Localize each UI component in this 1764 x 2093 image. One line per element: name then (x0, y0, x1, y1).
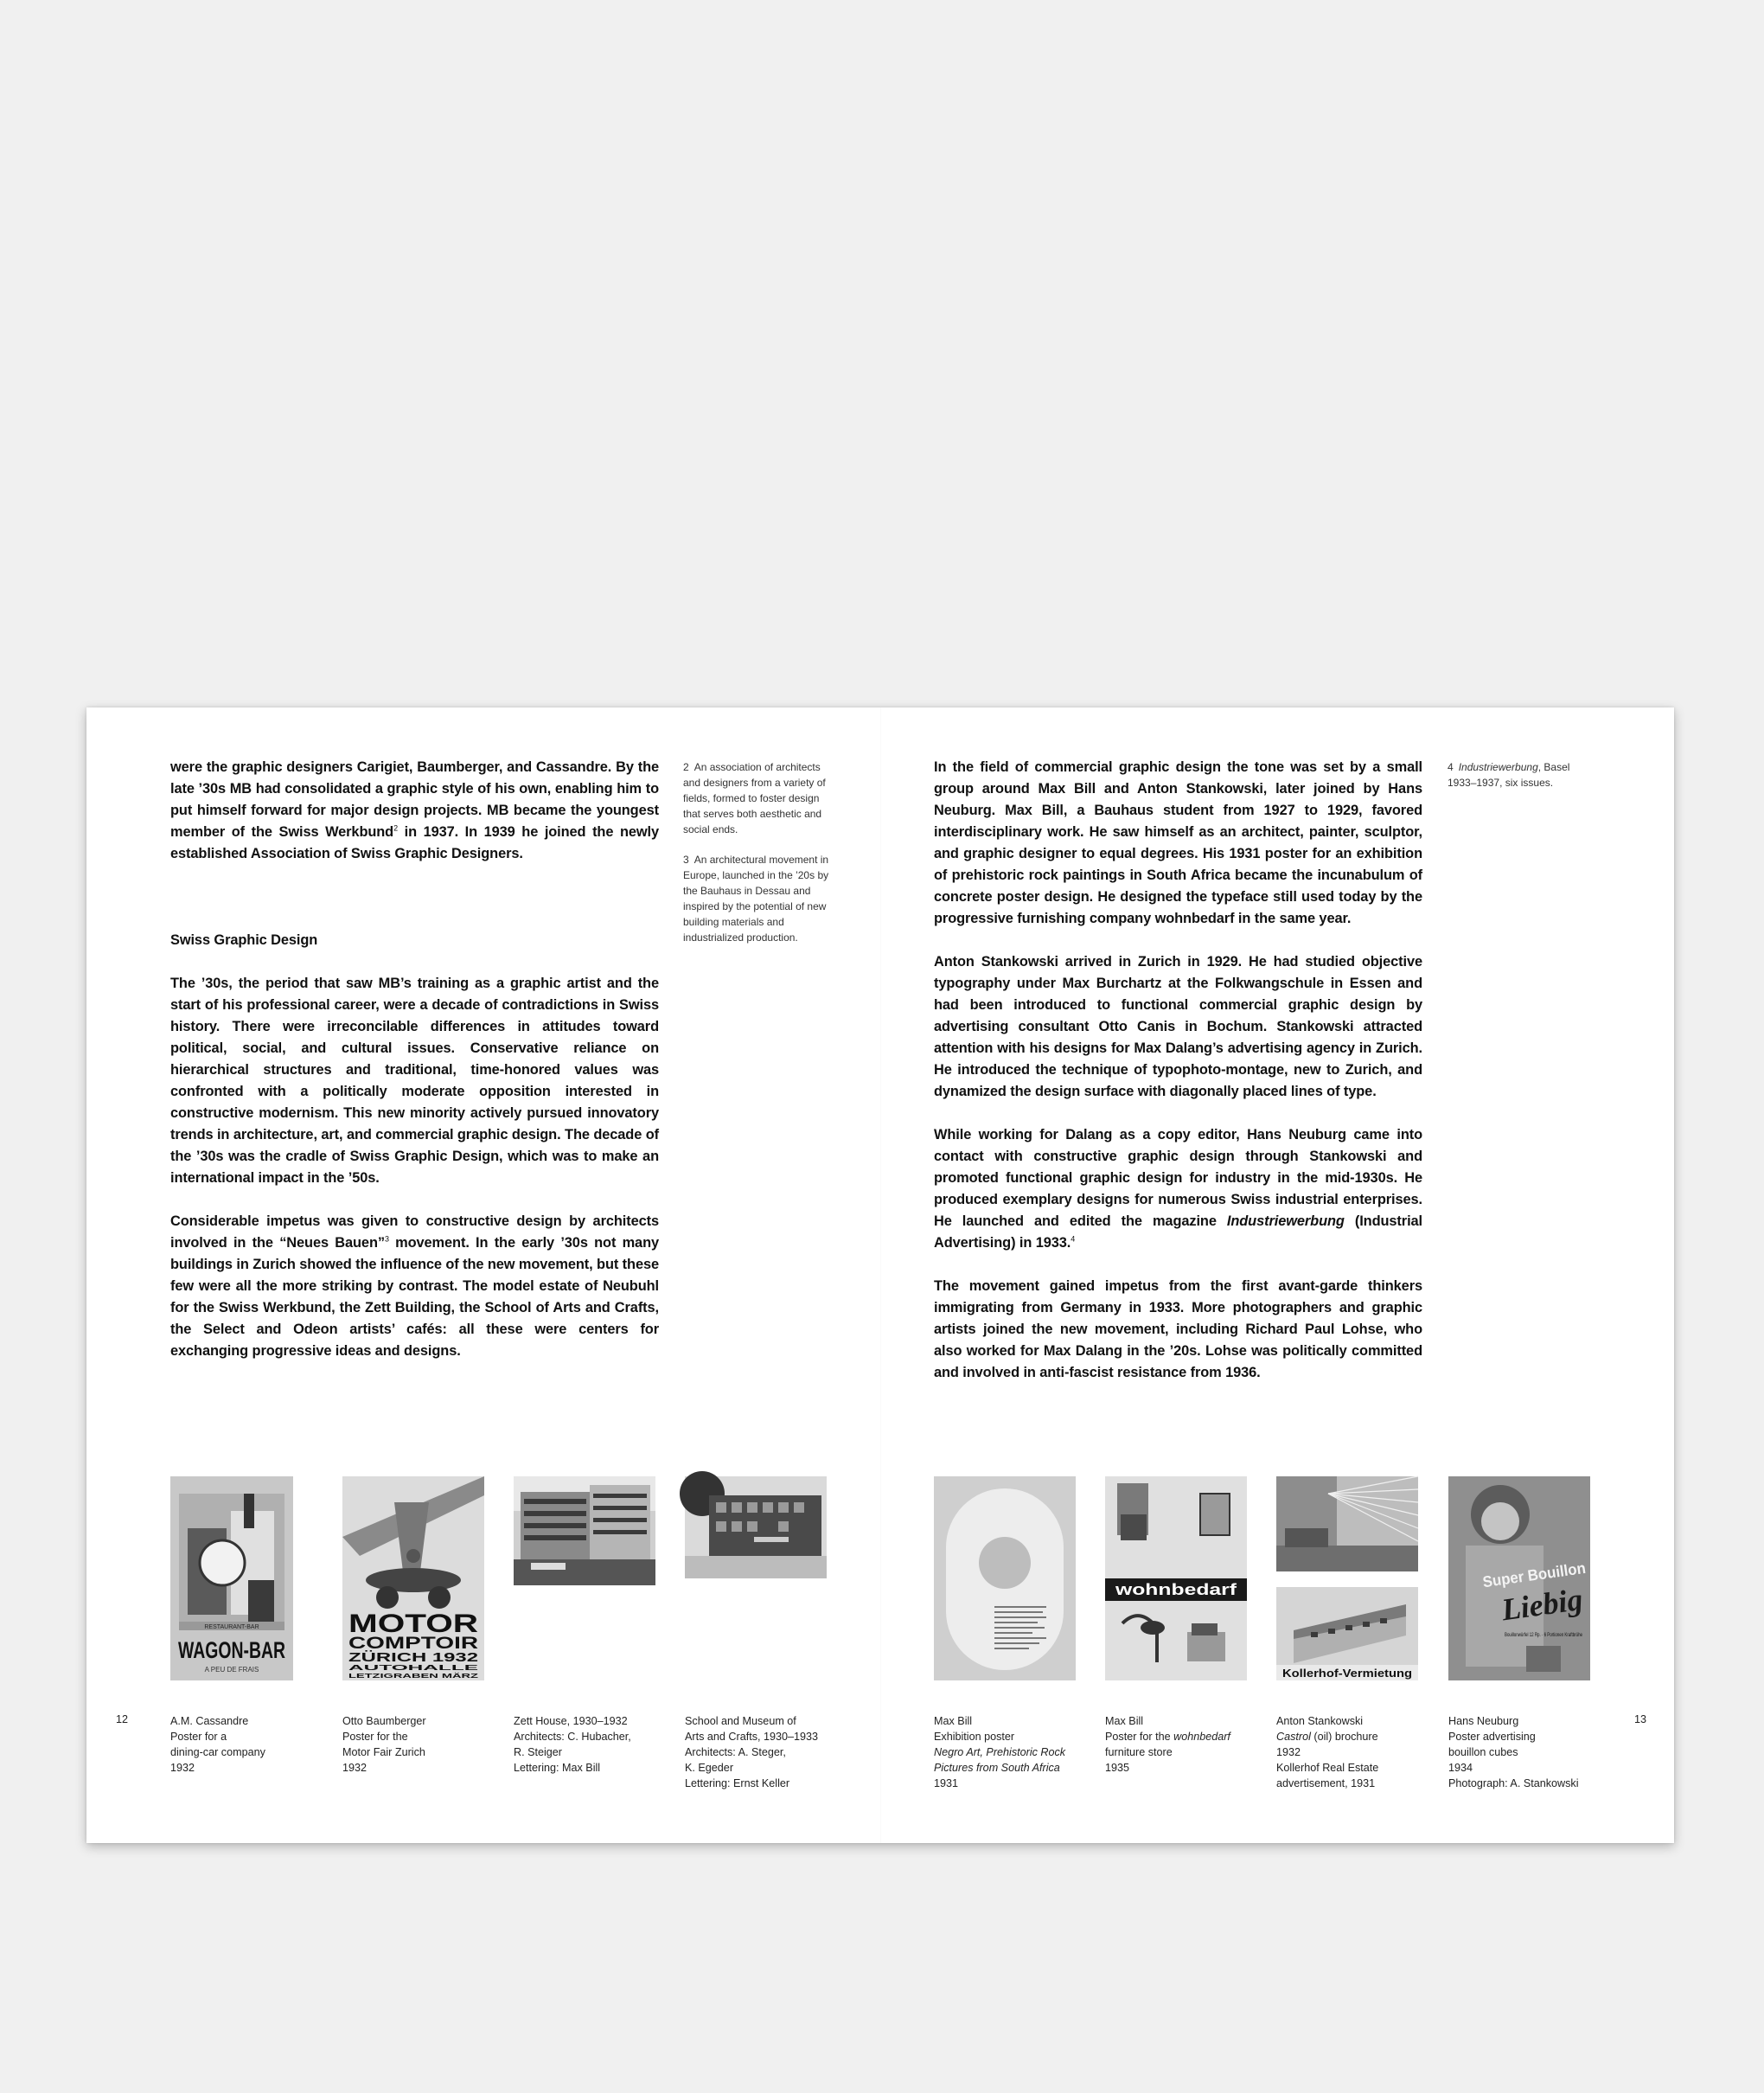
poster1-title-text: WAGON-BAR (178, 1637, 285, 1663)
poster2-line1: MOTOR (348, 1610, 479, 1638)
caption-baumberger: Otto Baumberger Poster for the Motor Fair Zurich 1932 (342, 1715, 426, 1774)
page-number-right: 13 (1634, 1713, 1647, 1725)
wohnbedarf-label: wohnbedarf (1114, 1581, 1238, 1598)
caption-cassandre: A.M. Cassandre Poster for a dining-car company 1932 (170, 1715, 265, 1774)
right-paragraph-4: The movement gained impetus from the first avant-garde thinkers immigrating from Germany in 1933. More photographers and graphic artists joined the new movement, including Richard Paul Lohse, who also worked for Max Dalang in the ’20s. Lohse was politically committed and involved in anti-fascist resistance from 1936. (934, 1278, 1422, 1380)
page-number-left: 12 (116, 1713, 129, 1725)
image-liebig-poster (1448, 1476, 1594, 1680)
right-main-column (934, 757, 1422, 1384)
image-max-bill-exhibition-poster (934, 1476, 1076, 1680)
footnote-4: 4 Industriewerbung, Basel 1933–1937, six issues. (1448, 761, 1570, 789)
poster1-sub-text: A PEU DE FRAIS (204, 1666, 259, 1674)
right-notes-column (1448, 759, 1612, 805)
image-cassandre-poster (170, 1476, 293, 1680)
left-notes-column (683, 759, 830, 960)
kollerhof-label: Kollerhof-Vermietung (1282, 1667, 1413, 1680)
poster2-line4: AUTOHALLE (348, 1664, 481, 1672)
footnote-3: 3 An architectural movement in Europe, launched in the ’20s by the Bauhaus in Dessau and inspired by the potential of new building materials and industrialized production. (683, 854, 829, 944)
left-paragraph-3: Considerable impetus was given to constructive design by architects involved in the “Neues Bauen”$^3$ movement. In the early ’30s not many buildings in Zurich showed the influence of the new movement, but these few were all the more striking by contrast. The model estate of Neubuhl for the Swiss Werkbund, the Zett Building, the School of Arts and Crafts, the Select and Odeon artists’ cafés: all these were centers for exchanging progressive ideas and designs. (170, 1213, 659, 1359)
caption-stankowski: Anton Stankowski Castrol (oil) brochure 1932 Kollerhof Real Estate advertisement, 1931 (1276, 1715, 1379, 1789)
poster2-line2: COMPTOIR (348, 1635, 479, 1653)
section-heading: Swiss Graphic Design (170, 932, 318, 948)
caption-zett-house: Zett House, 1930–1932 Architects: C. Hubacher, R. Steiger Lettering: Max Bill (514, 1715, 631, 1774)
image-wohnbedarf-poster (1105, 1476, 1247, 1680)
poster2-line3: ZÜRICH 1932 (348, 1650, 478, 1665)
image-castrol-brochure (1276, 1476, 1418, 1571)
book-spread (86, 707, 1674, 1843)
footnote-2: 2 An association of architects and designers from a variety of fields, formed to foster design that serves both aesthetic and social ends. (683, 761, 826, 835)
right-paragraph-1: In the field of commercial graphic design the tone was set by a small group around Max Bill and Anton Stankowski, later joined by Hans Neuburg. Max Bill, a Bauhaus student from 1927 to 1929, favored interdisciplinary work. He saw himself as an architect, painter, sculptor, and graphic designer to equal degrees. His 1931 poster for an exhibition of prehistoric rock paintings in South Africa became the incunabulum of concrete poster design. He designed the typeface still used today by the progressive furnishing company wohnbedarf in the same year. (934, 759, 1422, 926)
poster1-top-text: RESTAURANT-BAR (204, 1624, 259, 1630)
caption-max-bill-wohnbedarf: Max Bill Poster for the wohnbedarf furniture store 1935 (1105, 1715, 1230, 1774)
image-zett-house-photo (514, 1476, 655, 1585)
caption-school-museum: School and Museum of Arts and Crafts, 1930–1933 Architects: A. Steger, K. Egeder Lettering: Ernst Keller (685, 1715, 819, 1789)
right-paragraph-2: Anton Stankowski arrived in Zurich in 1929. He had studied objective typography under Max Burchartz at the Folkwangschule in Essen and had been introduced to functional commercial graphic design by advertising consultant Otto Canis in Bochum. Stankowski attracted attention with his designs for Max Dalang’s advertising agency in Zurich. He introduced the technique of typophoto-montage, new to Zurich, and dynamized the design surface with diagonally placed lines of type. (934, 954, 1422, 1099)
left-intro-paragraph: were the graphic designers Carigiet, Baumberger, and Cassandre. By the late ’30s MB had consolidated a graphic style of his own, enabling him to put himself forward for major design projects. MB became the youngest member of the Swiss Werkbund$^2$ in 1937. In 1939 he joined the newly established Association of Swiss Graphic Designers. (170, 759, 659, 861)
left-paragraph-2: The ’30s, the period that saw MB’s training as a graphic artist and the start of his professional career, were a decade of contradictions in Swiss history. There were irreconcilable differences in attitudes toward political, social, and cultural issues. Conservative reliance on hierarchical structures and traditional, time-honored values was confronted with a politically moderate opposition interested in constructive modernism. This new minority actively pursued innovatory trends in architecture, art, and commercial graphic design. The decade of the ’30s was the cradle of Swiss Graphic Design, which was to make an international impact in the ’50s. (170, 976, 659, 1186)
caption-max-bill-exhibition: Max Bill Exhibition poster Negro Art, Prehistoric Rock Pictures from South Africa 1931 (934, 1715, 1066, 1789)
liebig-line1: Super Bouillon (1481, 1558, 1594, 1591)
right-paragraph-3: While working for Dalang as a copy editor, Hans Neuburg came into contact with constructive graphic design through Stankowski and promoted functional graphic design for industry in the mid-1930s. He produced exemplary designs for numerous Swiss industrial enterprises. He launched and edited the magazine Industriewerbung (Industrial Advertising) in 1933.$^4$ (934, 1127, 1422, 1251)
image-kollerhof-advertisement (1276, 1587, 1418, 1680)
book-gutter (880, 707, 881, 1843)
image-motor-comptoir-poster (342, 1476, 484, 1680)
left-main-column (170, 757, 659, 1362)
liebig-small-text: Bouillonwürfel 12 Rp. · 6 Portionen Kraftbrühe (1505, 1633, 1583, 1638)
poster2-line5: LETZIGRABEN MÄRZ (348, 1674, 411, 1680)
liebig-line2: Liebig (1499, 1581, 1585, 1628)
image-school-museum-photo (685, 1476, 827, 1578)
caption-neuburg: Hans Neuburg Poster advertising bouillon cubes 1934 Photograph: A. Stankowski (1448, 1715, 1579, 1789)
